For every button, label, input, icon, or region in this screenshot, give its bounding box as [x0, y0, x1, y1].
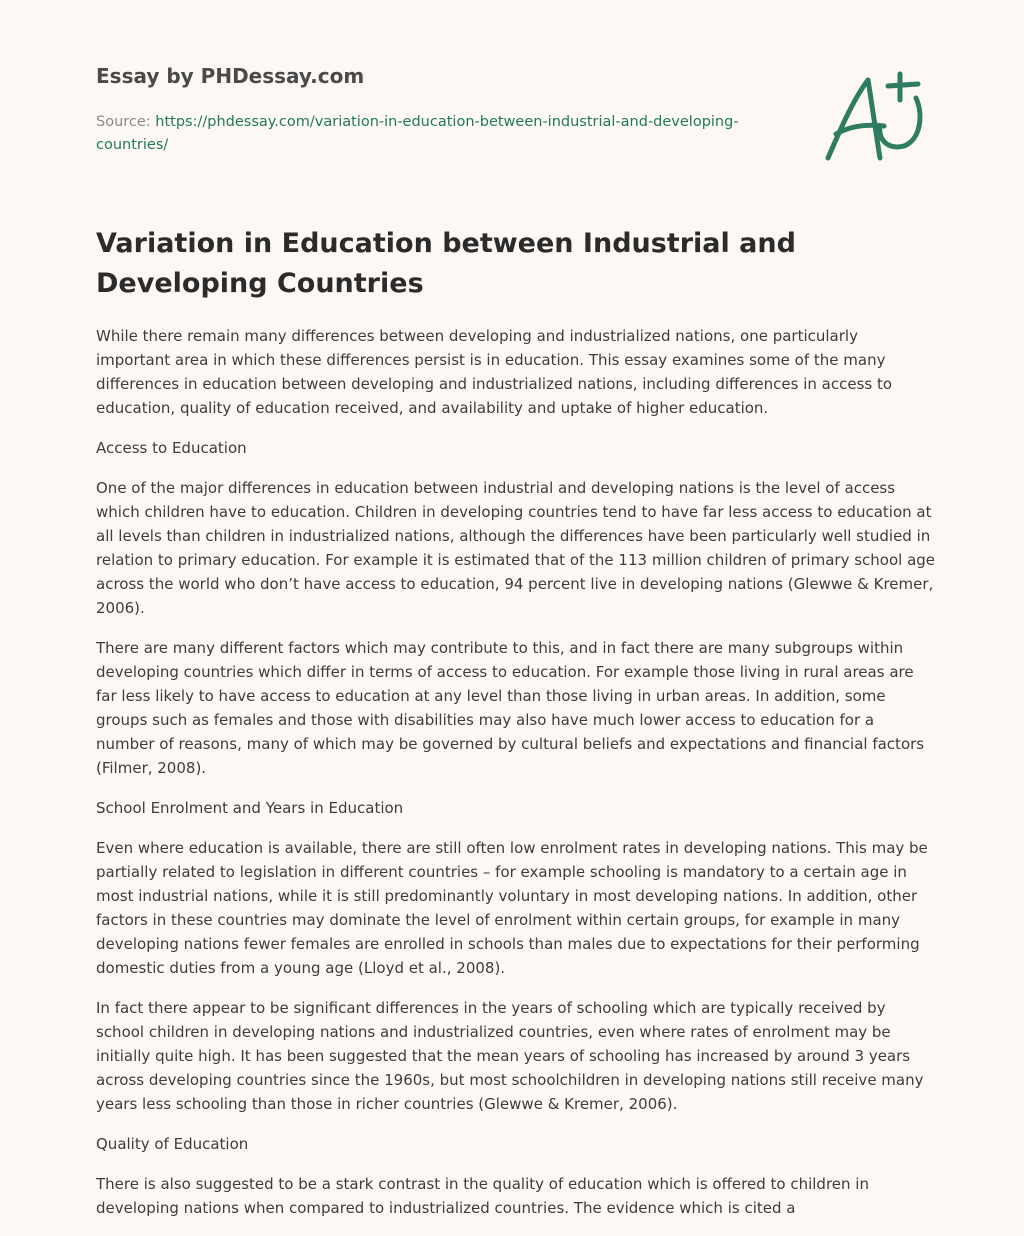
source-link[interactable]	[96, 114, 739, 153]
paragraph-intro: While there remain many differences between developing and industrialized nations, one particularly important area in which these differences persist is in education. This essay examines some of the many differences in education between developing and industrialized nations, including differences in access to education, quality of education received, and availability and uptake of higher education.	[96, 327, 893, 417]
paragraph-access-2: There are many different factors which may contribute to this, and in fact there are many subgroups within developing countries which differ in terms of access to education. For example those living in rural areas are far less likely to have access to education at any level than those living in urban areas. In addition, some groups such as females and those with disabilities may also have much lower access to education for a number of reasons, many of which may be governed by cultural beliefs and expectations and financial factors (Filmer, 2008).	[96, 639, 925, 777]
paragraph-enrolment-2: In fact there appear to be significant differences in the years of schooling which are typically received by school children in developing nations and industrialized countries, even where rates of enrolment may be initially quite high. It has been suggested that the mean years of schooling has increased by around 3 years across developing countries since the 1960s, but most schoolchildren in developing nations still receive many years less schooling than those in richer countries (Glewwe & Kremer, 2006).	[96, 999, 924, 1113]
paragraph-quality-1: There is also suggested to be a stark contrast in the quality of education which is offered to children in developing nations when compared to industrialized countries. The evidence which is cited a	[96, 1175, 869, 1217]
source-line	[96, 111, 776, 157]
section-heading-access: Access to Education	[96, 439, 247, 457]
source-link-line2: countries/	[96, 137, 169, 153]
essay-title: Variation in Education between Industrial and Developing Countries	[96, 228, 796, 299]
section-heading-quality: Quality of Education	[96, 1135, 249, 1153]
section-heading-enrolment: School Enrolment and Years in Education	[96, 799, 404, 817]
paragraph-enrolment-1: Even where education is available, there are still often low enrolment rates in developing nations. This may be partially related to legislation in different countries – for example schooling is mandatory to a certain age in most industrial nations, while it is still predominantly voluntary in most developing nations. In addition, other factors in these countries may dominate the level of enrolment within certain groups, for example in many developing nations fewer females are enrolled in schools than males due to expectations for their performing domestic duties from a young age (Lloyd et al., 2008).	[96, 839, 928, 977]
site-title: Essay by PHDessay.com	[96, 64, 365, 88]
source-link-line1: https://phdessay.com/variation-in-education-between-industrial-and-developing-	[155, 114, 739, 130]
paragraph-access-1: One of the major differences in education between industrial and developing nations is the level of access which children have to education. Children in developing countries tend to have far less access to education at all levels than children in industrialized nations, although the differences have been particularly well studied in relation to primary education. For example it is estimated that of the 113 million children of primary school age across the world who don’t have access to education, 94 percent live in developing nations (Glewwe & Kremer, 2006).	[96, 479, 936, 617]
a-plus-logo	[818, 68, 930, 168]
essay-body	[96, 324, 936, 1236]
source-label: Source:	[96, 114, 151, 130]
